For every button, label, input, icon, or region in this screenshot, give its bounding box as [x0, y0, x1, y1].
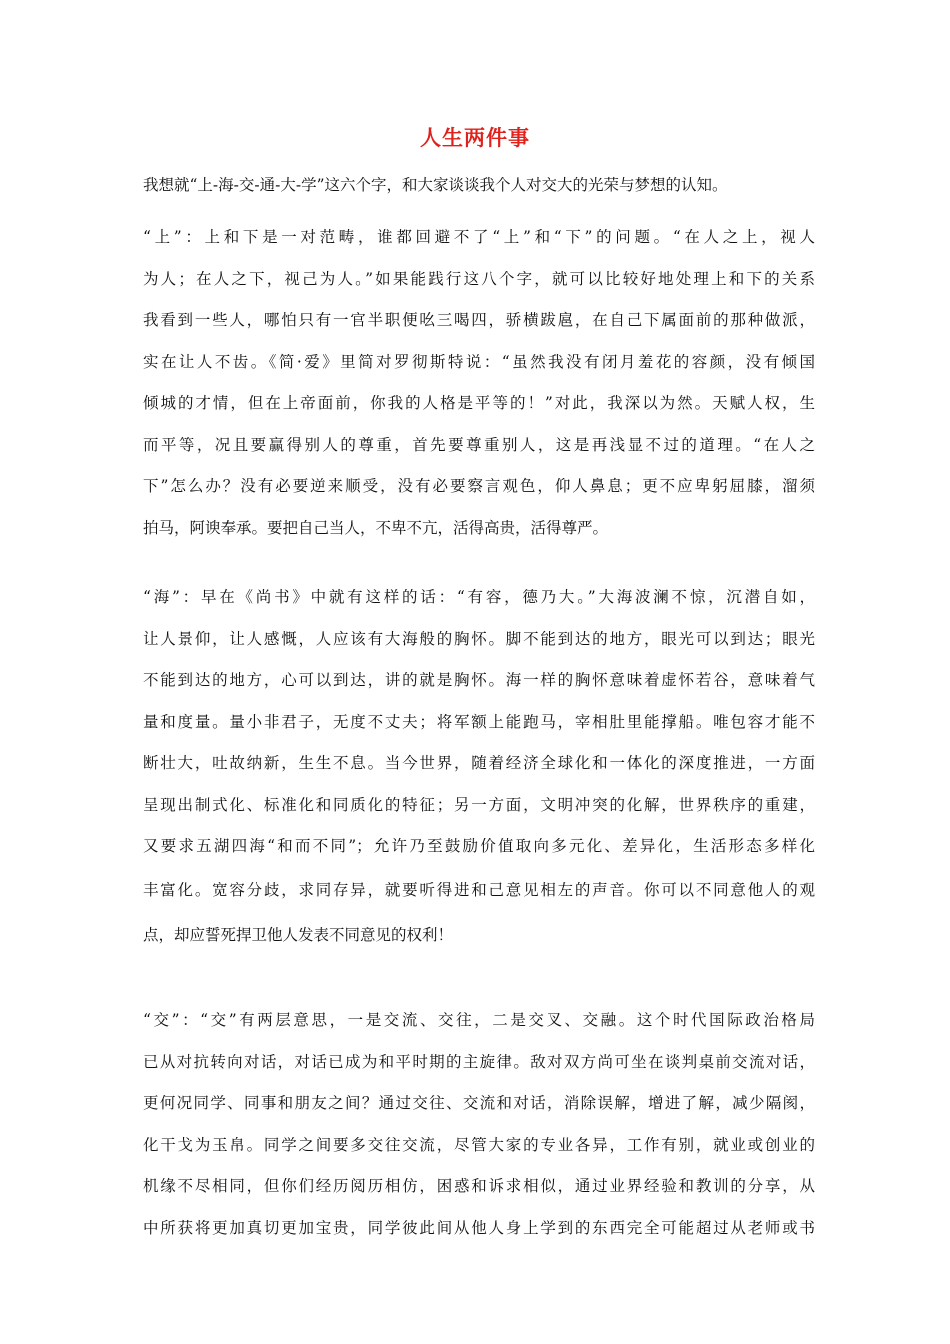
text-line: “海”：早在《尚书》中就有这样的话：“有容，德乃大。”大海波澜不惊，沉潜自如， — [143, 588, 815, 606]
text-line: 为人；在人之下，视己为人。”如果能践行这八个字，就可以比较好地处理上和下的关系 — [143, 269, 815, 288]
text-line: 化干戈为玉帛。同学之间要多交往交流，尽管大家的专业各异，工作有别，就业或创业的 — [143, 1135, 815, 1154]
page-title: 人生两件事 — [420, 126, 530, 150]
text-line: 下”怎么办？没有必要逆来顺受，没有必要察言观色，仰人鼻息；更不应卑躬屈膝，溜须 — [143, 477, 815, 495]
text-line: 倾城的才情，但在上帝面前，你我的人格是平等的！”对此，我深以为然。天赋人权，生 — [143, 394, 815, 412]
paragraph-jiao — [143, 1000, 815, 1249]
paragraph-shang — [143, 217, 815, 549]
text-line: 断壮大，吐故纳新，生生不息。当今世界，随着经济全球化和一体化的深度推进，一方面 — [143, 754, 815, 772]
paragraph-hai — [143, 577, 815, 958]
text-line: 已从对抗转向对话，对话已成为和平时期的主旋律。敌对双方尚可坐在谈判桌前交流对话， — [143, 1052, 815, 1071]
text-line: “交”：“交”有两层意思，一是交流、交往，二是交叉、交融。这个时代国际政治格局 — [143, 1011, 815, 1029]
text-line: 不能到达的地方，心可以到达，讲的就是胸怀。海一样的胸怀意味着虚怀若谷，意味着气 — [143, 671, 815, 689]
text-line: 我看到一些人，哪怕只有一官半职便吆三喝四，骄横跋扈，在自己下属面前的那种做派， — [143, 311, 815, 329]
text-line: 实在让人不齿。《简·爱》里简对罗彻斯特说：“虽然我没有闭月羞花的容颜，没有倾国 — [143, 352, 815, 371]
text-line: 点，却应誓死捍卫他人发表不同意见的权利！ — [143, 925, 454, 944]
text-line: 量和度量。量小非君子，无度不丈夫；将军额上能跑马，宰相肚里能撑船。唯包容才能不 — [143, 712, 815, 731]
text-line: 又要求五湖四海“和而不同”；允许乃至鼓励价值取向多元化、差异化，生活形态多样化 — [143, 837, 815, 855]
text-line: 中所获将更加真切更加宝贵，同学彼此间从他人身上学到的东西完全可能超过从老师或书 — [143, 1218, 815, 1237]
intro-paragraph: 我想就“上-海-交-通-大-学”这六个字，和大家谈谈我个人对交大的光荣与梦想的认知。 — [143, 176, 728, 194]
text-line: 而平等，况且要赢得别人的尊重，首先要尊重别人，这是再浅显不过的道理。“在人之 — [143, 435, 815, 454]
text-line: “上”：上和下是一对范畴，谁都回避不了“上”和“下”的问题。“在人之上，视人 — [143, 228, 815, 246]
text-line: 让人景仰，让人感慨，人应该有大海般的胸怀。脚不能到达的地方，眼光可以到达；眼光 — [143, 629, 815, 648]
text-line: 拍马，阿谀奉承。要把自己当人，不卑不亢，活得高贵，活得尊严。 — [143, 518, 609, 537]
text-line: 更何况同学、同事和朋友之间？通过交往、交流和对话，消除误解，增进了解，减少隔阂， — [143, 1094, 815, 1112]
text-line: 丰富化。宽容分歧，求同存异，就要听得进和己意见相左的声音。你可以不同意他人的观 — [143, 880, 815, 899]
text-line: 呈现出制式化、标准化和同质化的特征；另一方面，文明冲突的化解，世界秩序的重建， — [143, 795, 815, 814]
text-line: 机缘不尽相同，但你们经历阅历相仿，困惑和诉求相似，通过业界经验和教训的分享，从 — [143, 1177, 815, 1195]
